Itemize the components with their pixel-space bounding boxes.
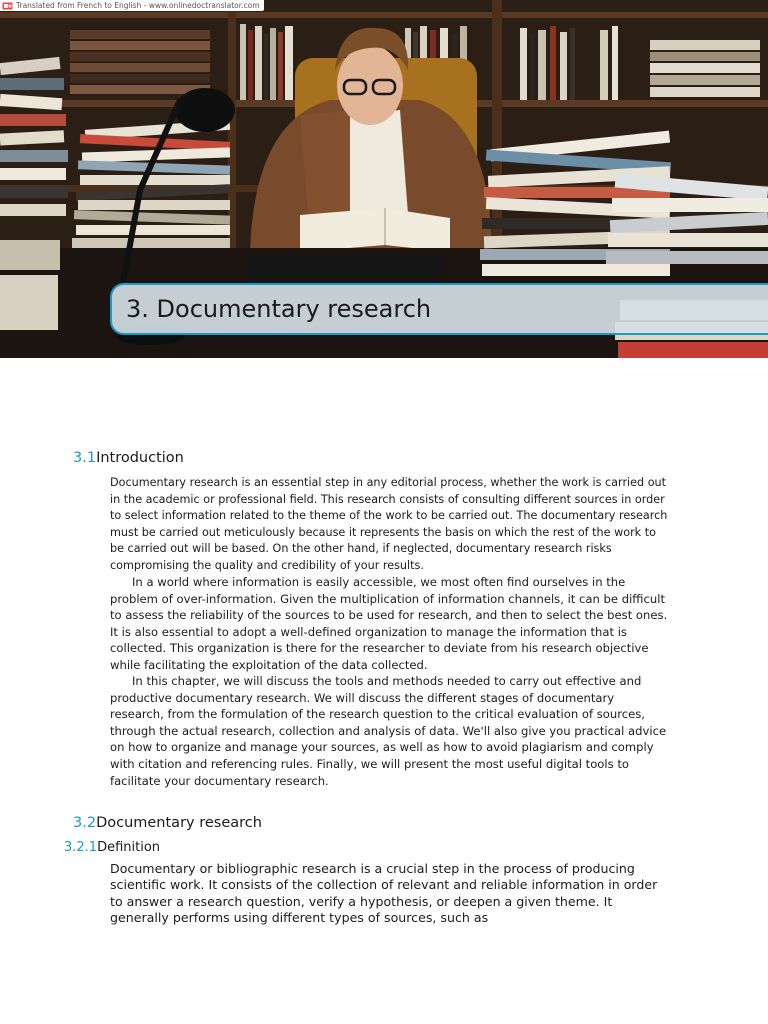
section-heading-3-1	[73, 450, 184, 466]
section-title: Documentary research	[96, 815, 262, 831]
translation-label: Translated from French to English - www.onlinedoctranslator.com	[16, 1, 260, 10]
paragraph-intro-3: In this chapter, we will discuss the tools and methods needed to carry out effective and productive documentary research. We will discuss the different stages of documentary research, from the formulation of the research question to the critical evaluation of sources, through the actual research, collection and analysis of data. We'll also give you practical advice on how to organize and manage your sources, as well as how to avoid plagiarism and comply with citation and referencing rules. Finally, we will present the most useful digital tools to facilitate your documentary research.	[110, 674, 667, 788]
subsection-heading-3-2-1	[64, 840, 160, 855]
section-heading-3-2	[73, 815, 262, 831]
paragraph-definition: Documentary or bibliographic research is a crucial step in the process of producing scientific work. It consists of the collection of relevant and reliable information in order to answer a research question, verify a hypothesis, or deepen a given theme. It generally performs using different types of sources, such as	[110, 861, 658, 926]
paragraph-intro-1: Documentary research is an essential step in any editorial process, whether the work is carried out in the academic or professional field. This research consists of consulting different sources in order to select information related to the theme of the work to be carried out. The documentary research must be carried out meticulously because it represents the basis on which the rest of the work to be carried out will be based. On the other hand, if neglected, documentary research risks compromising the quality and credibility of your results.	[110, 476, 668, 572]
pdf-translate-icon	[2, 2, 13, 10]
chapter-title: 3. Documentary research	[126, 295, 432, 323]
subsection-number: 3.2.1	[64, 840, 98, 855]
section-title: Introduction	[96, 450, 184, 466]
subsection-title: Definition	[97, 840, 161, 855]
chapter-banner	[110, 283, 768, 335]
hero-image	[0, 0, 768, 358]
section-number: 3.1	[73, 450, 97, 466]
paragraph-intro-2: In a world where information is easily accessible, we most often find ourselves in the problem of over-information. Given the multiplication of information channels, it can be difficult to assess the reliability of the sources to be used for research, and then to select the best ones. It is also essential to adopt a well-defined organization to manage the information that is collected. This organization is there for the researcher to deviate from his research objective while facilitating the exploitation of the data collected.	[110, 575, 668, 672]
section-number: 3.2	[73, 815, 97, 831]
translation-banner[interactable]	[0, 0, 264, 11]
